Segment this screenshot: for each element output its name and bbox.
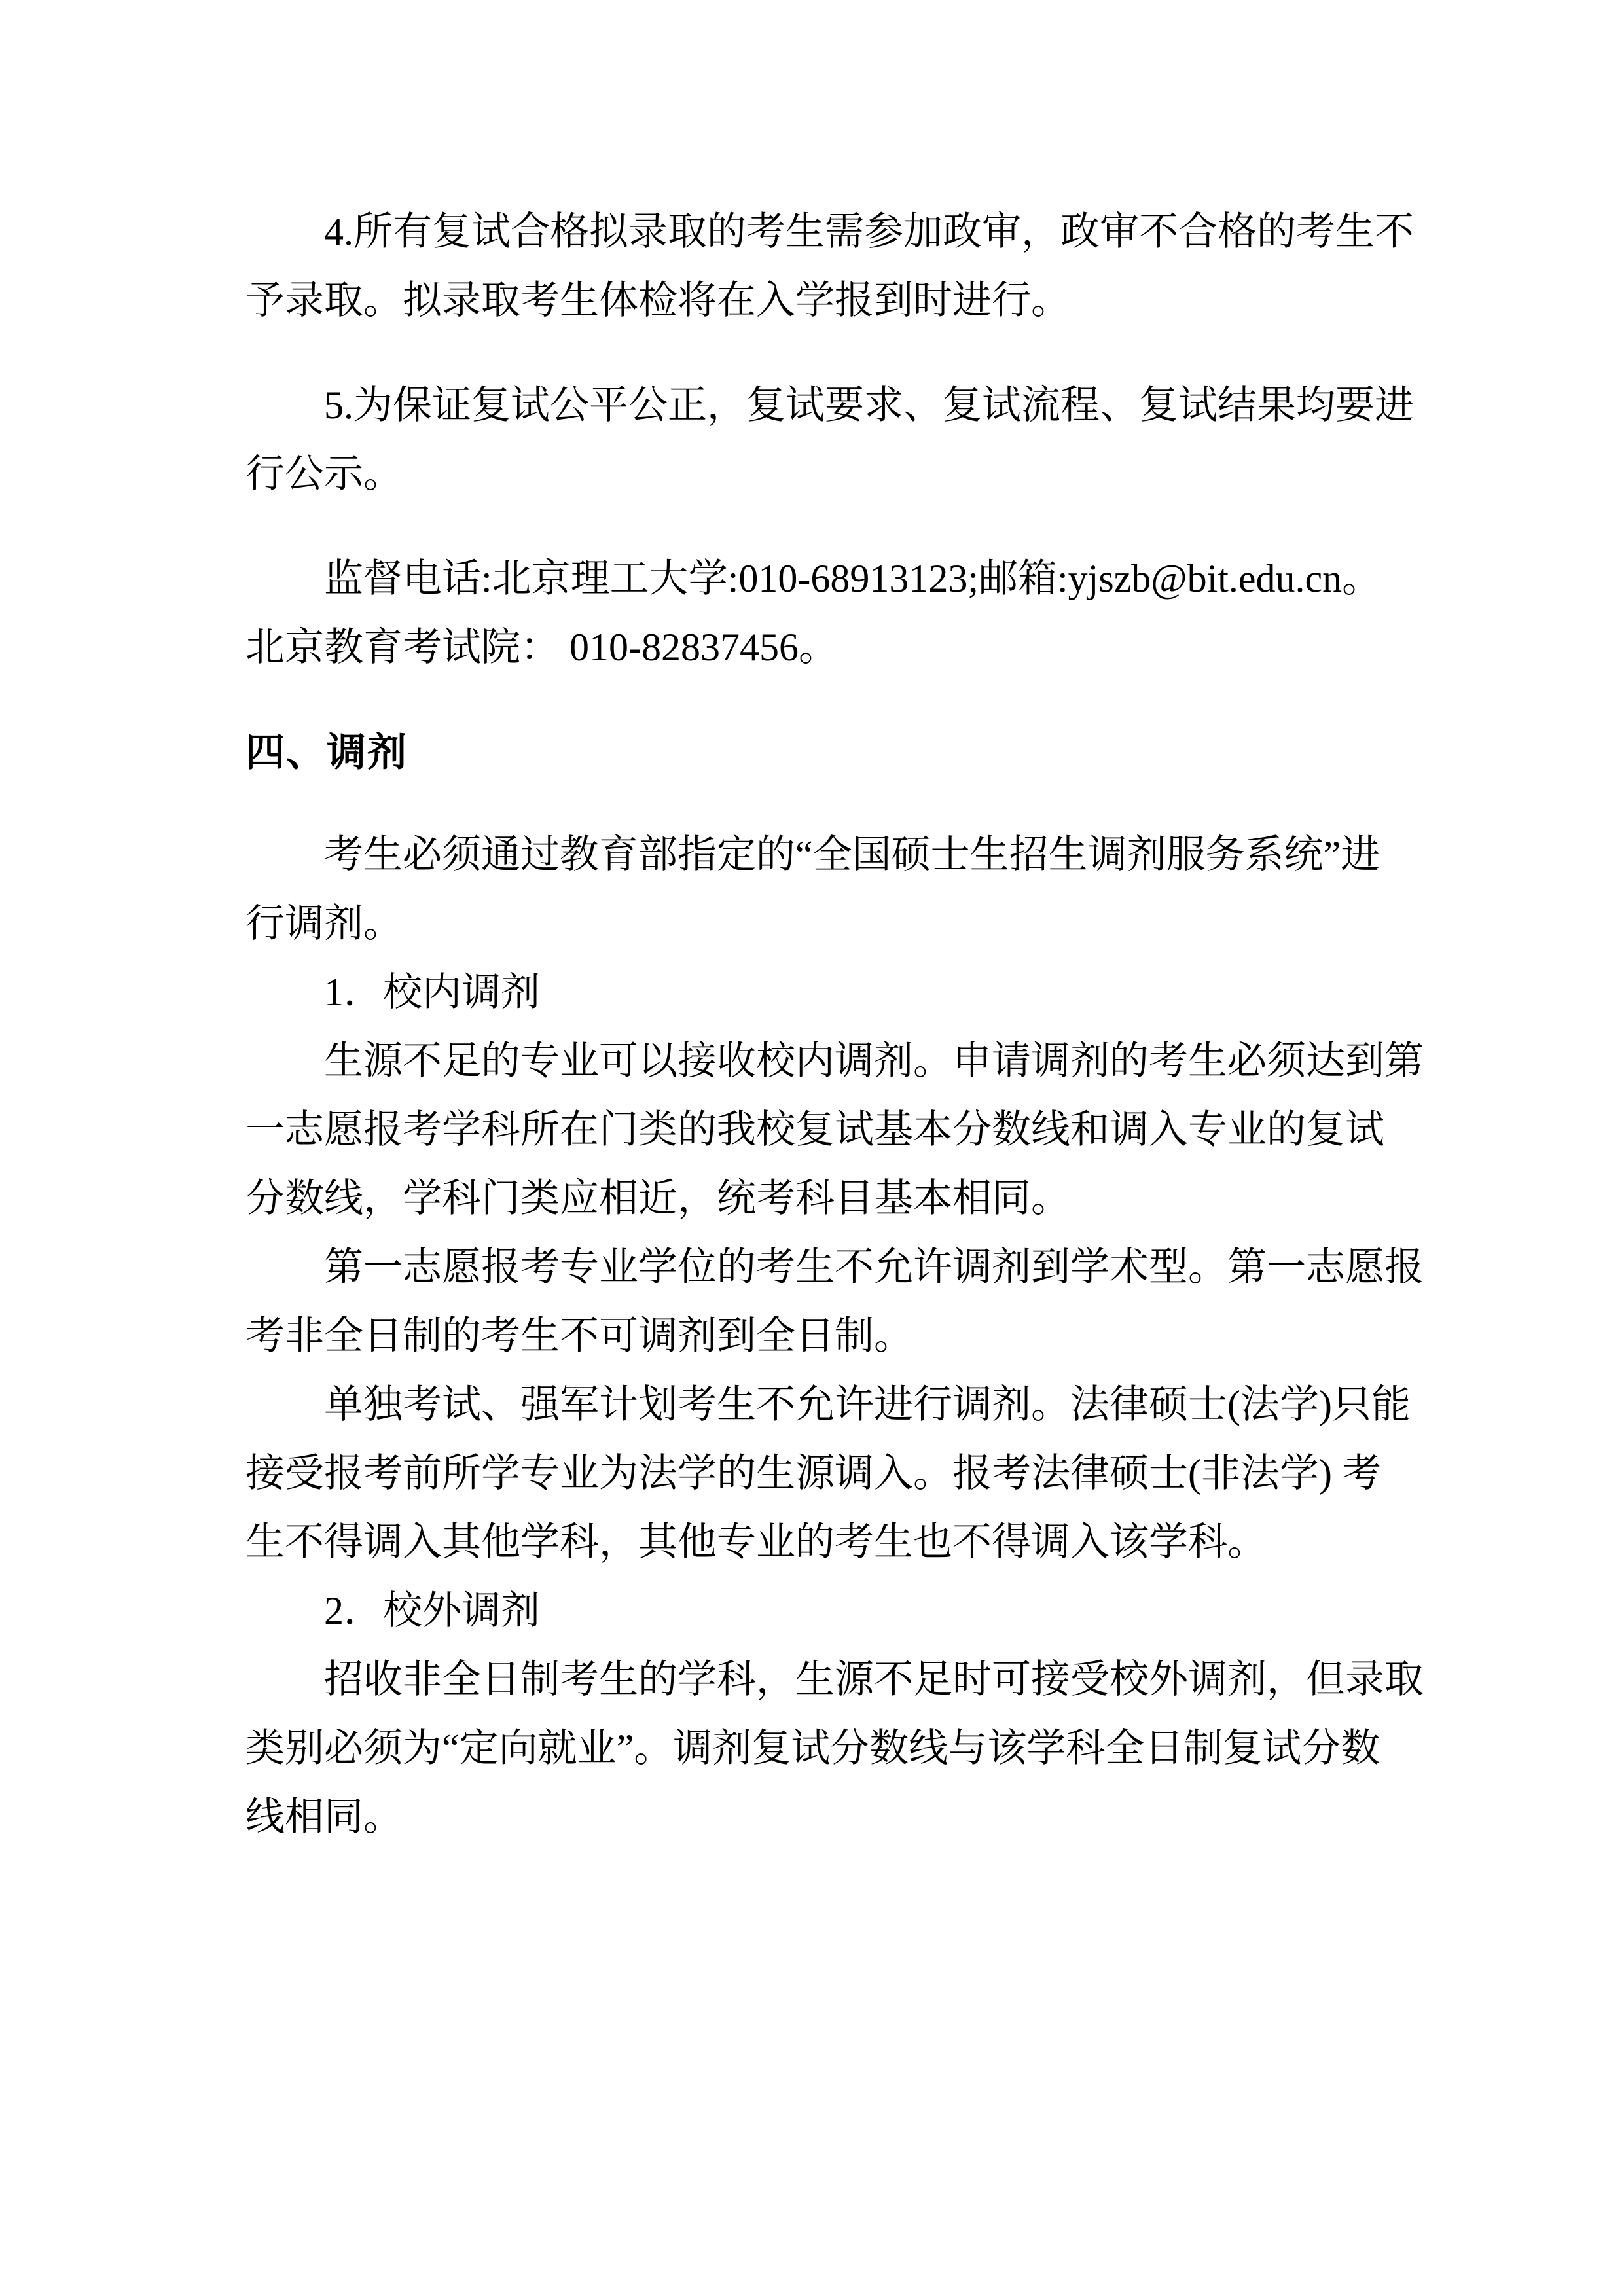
text-line: 4.所有复试合格拟录取的考生需参加政审，政审不合格的考生不 bbox=[324, 210, 1414, 253]
text-line: 2．校外调剂 bbox=[324, 1589, 540, 1632]
text-line: 1．校内调剂 bbox=[324, 971, 540, 1014]
text-line: 生源不足的专业可以接收校内调剂。申请调剂的考生必须达到第 bbox=[324, 1039, 1424, 1083]
text-line: 生不得调入其他学科，其他专业的考生也不得调入该学科。 bbox=[245, 1520, 1267, 1564]
text-line: 考非全日制的考生不可调剂到全日制。 bbox=[245, 1314, 913, 1357]
paragraph bbox=[245, 1371, 1411, 1577]
text-line: 类别必须为“定向就业”。调剂复试分数线与该学科全日制复试分数 bbox=[245, 1727, 1380, 1770]
text-line: 5.为保证复试公平公正，复试要求、复试流程、复试结果均要进 bbox=[324, 384, 1414, 427]
text-line: 分数线，学科门类应相近，统考科目基本相同。 bbox=[245, 1177, 1070, 1220]
paragraph bbox=[245, 1577, 1384, 1645]
paragraph bbox=[245, 371, 1414, 509]
text-line: 第一志愿报考专业学位的考生不允许调剂到学术型。第一志愿报 bbox=[324, 1246, 1424, 1289]
text-line: 单独考试、强军计划考生不允许进行调剂。法律硕士(法学)只能 bbox=[324, 1383, 1411, 1426]
text-line: 予录取。拟录取考生体检将在入学报到时进行。 bbox=[245, 279, 1070, 322]
section-heading-text: 四、调剂 bbox=[245, 730, 408, 774]
text-line: 北京教育考试院： 010-82837456。 bbox=[245, 626, 838, 669]
text-line: 行公示。 bbox=[245, 452, 403, 495]
text-line: 行调剂。 bbox=[245, 902, 403, 945]
paragraph bbox=[245, 821, 1384, 958]
text-line: 考生必须通过教育部指定的“全国硕士生招生调剂服务系统”进 bbox=[324, 833, 1380, 876]
text-line: 一志愿报考学科所在门类的我校复试基本分数线和调入专业的复试 bbox=[245, 1108, 1384, 1151]
paragraph bbox=[245, 1027, 1424, 1233]
paragraph bbox=[245, 958, 1384, 1027]
text-line: 线相同。 bbox=[245, 1795, 403, 1839]
paragraph bbox=[245, 1645, 1424, 1852]
paragraph bbox=[245, 198, 1414, 335]
text-line: 招收非全日制考生的学科，生源不足时可接受校外调剂，但录取 bbox=[324, 1658, 1424, 1701]
paragraph bbox=[245, 1233, 1424, 1371]
paragraph bbox=[245, 545, 1384, 682]
document-body bbox=[245, 198, 1424, 1852]
text-line: 监督电话:北京理工大学:010-68913123;邮箱:yjszb@bit.edu.cn。 bbox=[324, 557, 1382, 600]
section-heading bbox=[245, 718, 1384, 787]
text-line: 接受报考前所学专业为法学的生源调入。报考法律硕士(非法学) 考 bbox=[245, 1452, 1381, 1495]
